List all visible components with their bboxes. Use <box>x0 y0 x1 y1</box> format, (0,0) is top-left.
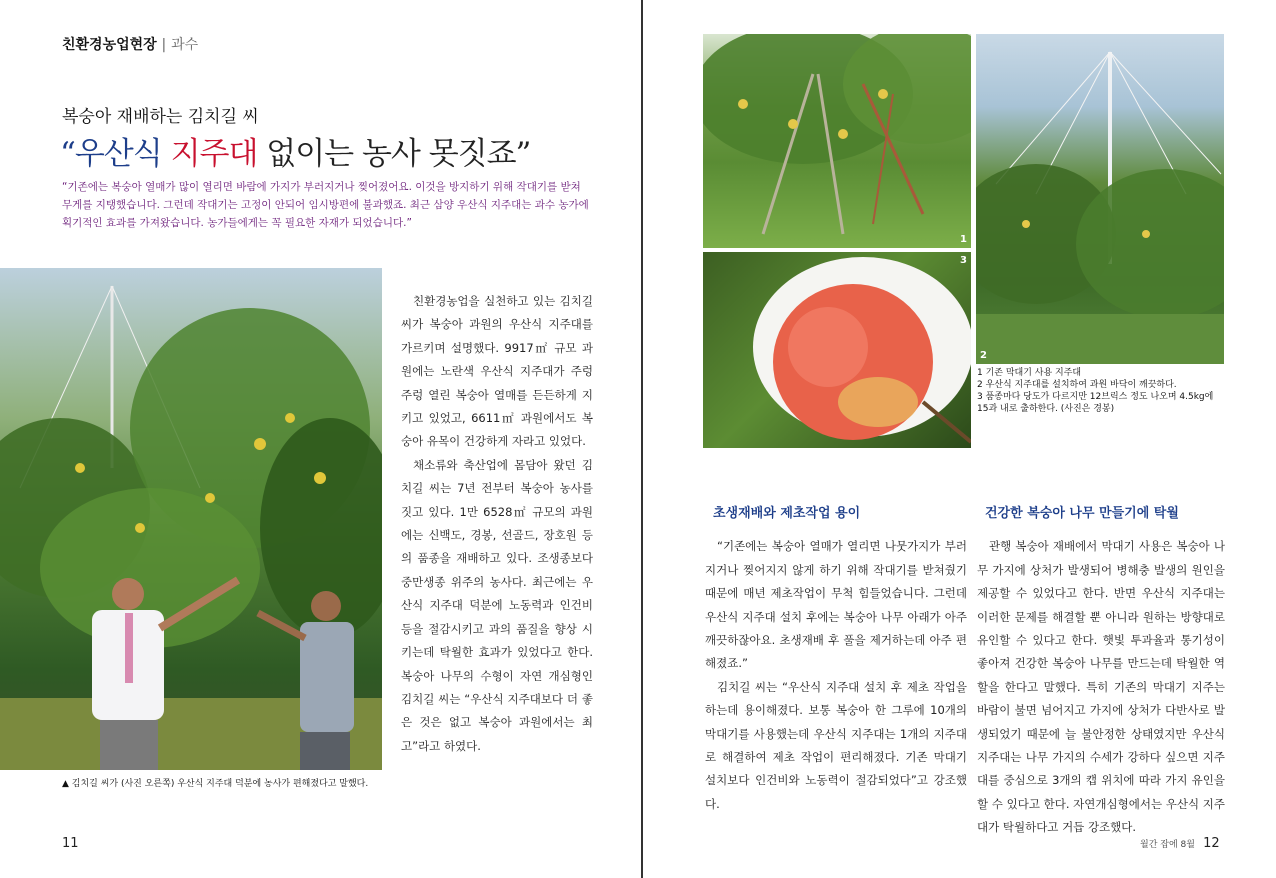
article-column-2 <box>705 502 967 816</box>
article-column-3 <box>977 502 1225 840</box>
section-name: 친환경농업현장 <box>62 37 157 53</box>
section-category: 과수 <box>171 37 199 53</box>
main-photo-caption: ▲ 김치길 씨가 (사진 오른쪽) 우산식 지주대 덕분에 농사가 편해졌다고 말했다. <box>62 779 369 789</box>
column2-paragraph: 김치길 씨는 “우산식 지주대 설치 후 제초 작업을 하는데 용이해졌다. 보통 복숭아 한 그루에 10개의 막대기를 사용했는데 우산식 지주대는 1개의 지주대로 해결하여 제초 작업이 편리해졌다. 기존 막대기 설치보다 인건비와 노동력이 절감되었다”고 강조했다. <box>705 679 967 811</box>
section-separator: | <box>161 37 167 53</box>
headline-part2: 지주대 <box>170 136 258 172</box>
column2-heading: 초생재배와 제초작업 용이 <box>713 506 861 521</box>
photo-umbrella-supports <box>976 34 1224 364</box>
page-number-right-block <box>1140 836 1220 851</box>
section-header <box>62 34 198 54</box>
orchard-illustration <box>0 268 382 770</box>
column2-paragraph: “기존에는 복숭아 열매가 열리면 나뭇가지가 부러지거나 찢어지지 않게 하기 위해 작대기를 받쳐줬기 때문에 매년 제초작업이 무척 힘들었습니다. 그런데 우산식 지주대 설치 후에는 복숭아 나무 아래가 아주 깨끗하잖아요. 초생재배 후 풀을 제거하는데 아주 편해졌죠.” <box>705 539 967 671</box>
article-column-1 <box>401 290 593 758</box>
caption-line: 1 기존 막대기 사용 지주대 <box>977 368 1082 378</box>
article-subtitle: 복숭아 재배하는 김치길 씨 <box>62 107 259 127</box>
page-number-right: 12 <box>1203 836 1220 851</box>
main-photo-orchard <box>0 268 382 770</box>
column3-heading: 건강한 복숭아 나무 만들기에 탁월 <box>985 506 1179 521</box>
stick-support-illustration <box>703 34 971 248</box>
column3-paragraph: 관행 복숭아 재배에서 막대기 사용은 복숭아 나무 가지에 상처가 발생되어 병해충 발생의 원인을 제공할 수 있었다고 한다. 반면 우산식 지주대는 이러한 문제를 해결할 뿐 아니라 원하는 방향대로 유인할 수 있다고 한다. 햇빛 투과율과 통기성이 좋아져 건강한 복숭아 나무를 만드는데 탁월한 역할을 한다고 말했다. 특히 기존의 막대기 지주는 바람이 불면 넘어지고 가지에 상처가 다반사로 발생되었기 때문에 늘 불안정한 상태였지만 우산식 지주대는 나무 가지의 수세가 강하다 싶으면 지주대를 중심으로 3개의 캡 위치에 따라 가지 유인을 할 수 있다고 한다. 자연개심형에서는 우산식 지주대가 탁월하다고 거듭 강조했다. <box>977 539 1225 835</box>
magazine-name: 월간 잡에 8월 <box>1140 840 1195 850</box>
photo-number-3: 3 <box>960 255 967 266</box>
column1-paragraph: 채소류와 축산업에 몸담아 왔던 김치길 씨는 7년 전부터 복숭아 농사를 짓고 있다. 1만 6528㎡ 규모의 과원에는 신백도, 경봉, 선골드, 장호원 등의 품종을 재배하고 있다. 조생종보다 중만생종 위주의 농사다. 최근에는 우산식 지주대 덕분에 노동력과 인건비 등을 절감시키고 과의 품질을 향상 시키는데 탁월한 효과가 있었다고 한다. 복숭아 나무의 수형이 자연 개심형인 김치길 씨는 “우산식 지주대보다 더 좋은 것은 없고 복숭아 과원에서는 최고”라고 하였다. <box>401 457 593 753</box>
headline-close-quote: ” <box>515 136 531 172</box>
photo-stick-supports <box>703 34 971 248</box>
headline-open-quote: “ <box>60 136 75 172</box>
headline-part3: 없이는 농사 못짓죠 <box>257 136 516 172</box>
caption-line: 3 품종마다 당도가 다르지만 12브릭스 정도 나오며 4.5kg에 15과 내로 출하한다. (사진은 경봉) <box>977 392 1214 414</box>
photo-bagged-peach <box>703 252 971 448</box>
caption-line: 2 우산식 지주대를 설치하여 과원 바닥이 깨끗하다. <box>977 380 1177 390</box>
photo-captions <box>977 367 1227 415</box>
headline-part1: 우산식 <box>74 136 171 172</box>
page-spine <box>641 0 643 878</box>
photo-number-1: 1 <box>960 234 967 245</box>
column1-paragraph: 친환경농업을 실천하고 있는 김치길 씨가 복숭아 과원의 우산식 지주대를 가르키며 설명했다. 9917㎡ 규모 과원에는 노란색 우산식 지주대가 주렁주렁 열린 복숭아 열매를 든든하게 지키고 있었고, 6611㎡ 과원에서도 복숭아 유목이 건강하게 자라고 있었다. <box>401 294 593 449</box>
article-lead: “기존에는 복숭아 열매가 많이 열리면 바람에 가지가 부러지거나 찢어졌어요. 이것을 방지하기 위해 작대기를 받쳐 무게를 지탱했습니다. 그런데 작대기는 고정이 안되어 임시방편에 불과했죠. 최근 삼양 우산식 지주대는 과수 농가에 획기적인 효과를 가져왔습니다. 농가들에게는 꼭 필요한 자재가 되었습니다.” <box>62 181 589 229</box>
article-headline <box>60 128 530 173</box>
umbrella-support-illustration <box>976 34 1224 364</box>
photo-number-2: 2 <box>980 350 987 361</box>
peach-illustration <box>703 252 971 448</box>
page-number-left: 11 <box>62 836 79 851</box>
